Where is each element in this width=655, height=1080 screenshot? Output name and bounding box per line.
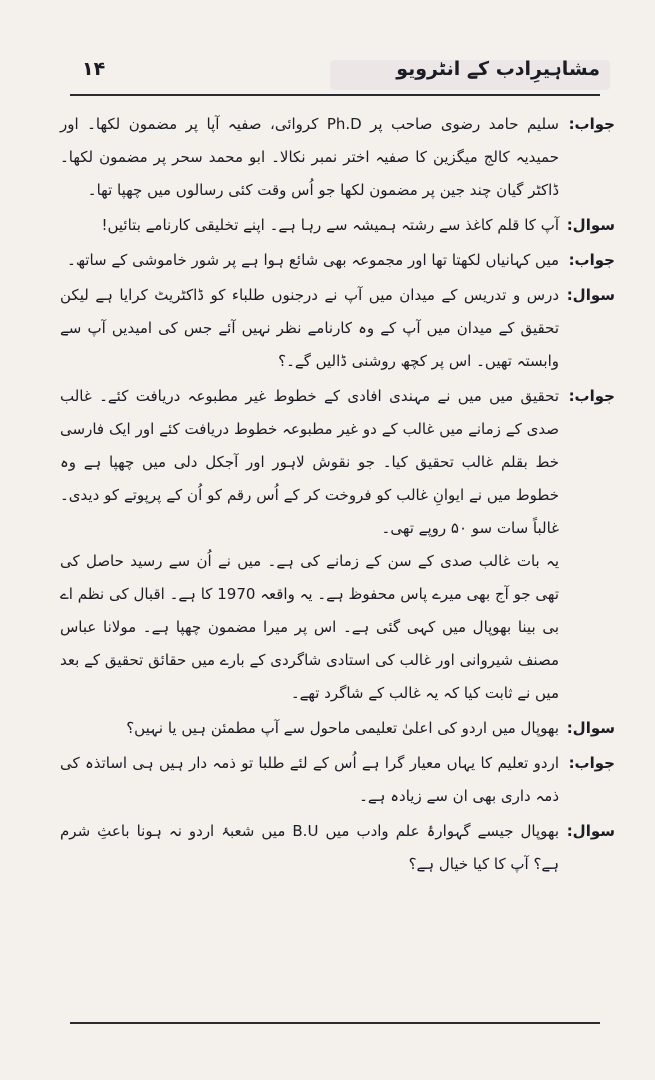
qa-entry	[60, 108, 615, 207]
answer-text	[60, 747, 559, 813]
qa-entry	[60, 209, 615, 242]
answer-label: جواب:	[568, 387, 615, 405]
paragraph: آپ کا قلم کاغذ سے رشتہ ہمیشہ سے رہا ہے۔ اپنے تخلیقی کارنامے بتائیں!	[101, 216, 559, 234]
paragraph: بھوپال میں اردو کی اعلیٰ تعلیمی ماحول سے آپ مطمئن ہیں یا نہیں؟	[126, 719, 559, 737]
question-text	[60, 209, 559, 242]
question-text	[60, 279, 559, 378]
page-header	[70, 58, 600, 92]
answer-label: جواب:	[568, 251, 615, 269]
question-label: سوال:	[566, 286, 615, 304]
paragraph: بھوپال جیسے گہوارۂ علم وادب میں B.U میں شعبۂ اردو نہ ہونا باعثِ شرم ہے؟ آپ کا کیا خیال ہے؟	[60, 822, 559, 873]
page-number: ۱۴	[82, 58, 106, 80]
footer-rule	[70, 1022, 600, 1024]
question-label: سوال:	[566, 216, 615, 234]
paragraph: اردو تعلیم کا یہاں معیار گرا ہے اُس کے لئے طلبا تو ذمہ دار ہیں ہی اساتذہ کی ذمہ داری بھی ان سے زیادہ ہے۔	[60, 754, 559, 805]
qa-entry	[60, 712, 615, 745]
paragraph: یہ بات غالب صدی کے سن کے زمانے کی ہے۔ میں نے اُن سے رسید حاصل کی تھی جو آج بھی میرے پاس محفوظ ہے۔ یہ واقعہ 1970 کا ہے۔ اقبال کی نظم اے بی بینا بھوپال میں کہی گئی ہے۔ اس پر میرا مضمون چھپا ہے۔ مولانا عباس مصنف شیروانی اور غالب کی استادی شاگردی کے بارے میں حقائق تحقیق کے بعد میں نے ثابت کیا کہ یہ غالب کے شاگرد تھے۔	[60, 552, 559, 702]
paragraph: سلیم حامد رضوی صاحب پر Ph.D کروائی، صفیہ آپا پر مضمون لکھا۔ اور حمیدیہ کالج میگزین کا صفیہ اختر نمبر نکالا۔ ابو محمد سحر پر مضمون لکھا۔ ڈاکٹر گیان چند جین پر مضمون لکھا جو اُس وقت کئی رسالوں میں چھپا تھا۔	[60, 115, 559, 199]
interview-text	[60, 108, 615, 883]
qa-entry	[60, 747, 615, 813]
answer-label: جواب:	[568, 115, 615, 133]
question-text	[60, 712, 559, 745]
paragraph: میں کہانیاں لکھتا تھا اور مجموعہ بھی شائع ہوا ہے پر شور خاموشی کے ساتھ۔	[67, 251, 559, 269]
answer-text	[60, 108, 559, 207]
qa-entry	[60, 244, 615, 277]
question-label: سوال:	[566, 822, 615, 840]
answer-text	[60, 244, 559, 277]
question-text	[60, 815, 559, 881]
qa-entry	[60, 279, 615, 378]
paragraph: تحقیق میں میں نے مہندی افادی کے خطوط غیر مطبوعہ دریافت کئے۔ غالب صدی کے زمانے میں غالب کے دو غیر مطبوعہ خطوط دریافت کئے اور ایک فارسی خط بقلم غالب تحقیق کیا۔ جو نقوش لاہور اور آجکل دلی میں چھپا ہے وہ خطوط میں نے ایوانِ غالب کو فروخت کر کے اُس رقم کو اُن کے پرپوتے کو دیدی۔ غالباً سات سو ۵۰ روپے تھی۔	[60, 387, 559, 537]
qa-entry	[60, 380, 615, 710]
answer-text	[60, 380, 559, 710]
header-rule	[70, 94, 600, 96]
qa-entry	[60, 815, 615, 881]
answer-label: جواب:	[568, 754, 615, 772]
running-title: مشاہیرِادب کے انٹرویو	[396, 58, 600, 80]
question-label: سوال:	[566, 719, 615, 737]
paragraph: درس و تدریس کے میدان میں آپ نے درجنوں طلباء کو ڈاکٹریٹ کرایا ہے لیکن تحقیق کے میدان میں آپ کے وہ کارنامے نظر نہیں آئے جس کی امیدیں آپ سے وابستہ تھیں۔ اس پر کچھ روشنی ڈالیں گے۔؟	[60, 286, 559, 370]
